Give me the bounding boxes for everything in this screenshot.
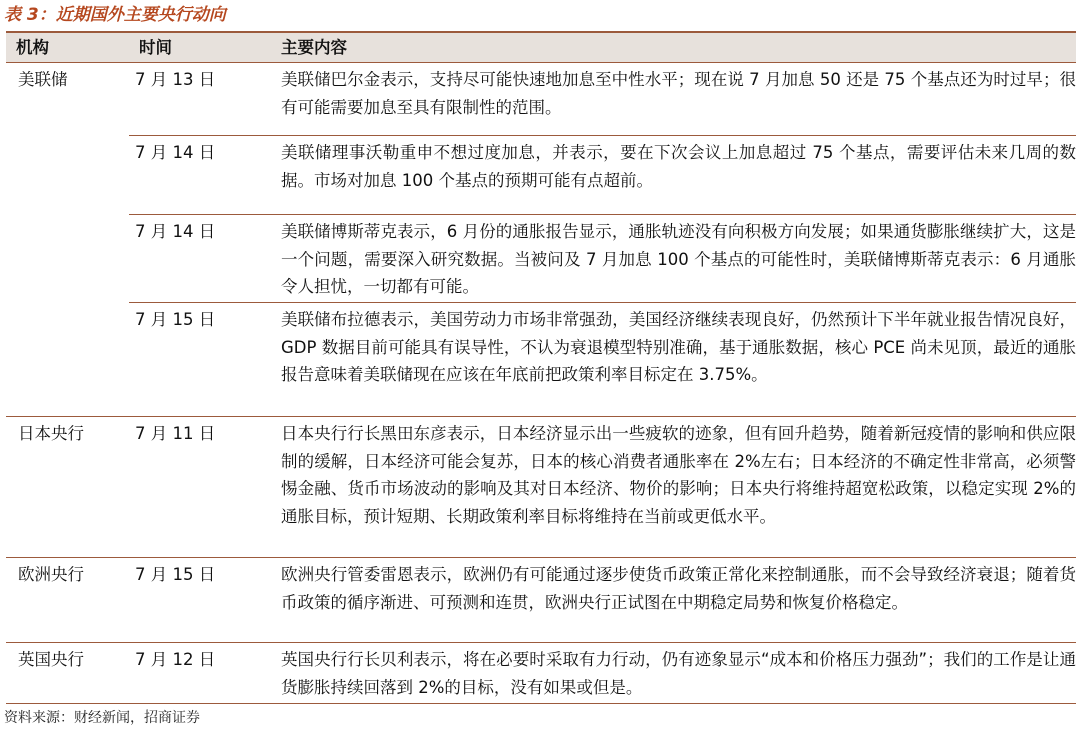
group-fed xyxy=(6,63,1076,417)
content-cell: 日本央行行长黑田东彦表示，日本经济显示出一些疲软的迹象，但有回升趋势，随着新冠疫情的影响和供应限制的缓解，日本经济可能会复苏，日本的核心消费者通胀率在 2%左右；日本经济的不确定性非常高，必须警惕金融、货币市场波动的影响及其对日本经济、物价的影响；日本央行将维持超宽松政策，以稳定实现 2%的通胀目标，预计短期、长期政策利率目标将维持在当前或更低水平。 xyxy=(281,424,1076,526)
content-cell: 英国央行行长贝利表示，将在必要时采取有力行动，仍有迹象显示“成本和价格压力强劲”；我们的工作是让通货膨胀持续回落到 2%的目标，没有如果或但是。 xyxy=(281,650,1076,697)
content-cell: 美联储布拉德表示，美国劳动力市场非常强劲，美国经济继续表现良好，仍然预计下半年就业报告情况良好，GDP 数据目前可能具有误导性，不认为衰退模型特别准确，基于通胀数据，核心 PCE 尚未见顶，最近的通胀报告意味着美联储现在应该在年底前把政策利率目标定在 3.75%。 xyxy=(281,310,1076,384)
institution-cell: 日本央行 xyxy=(18,424,84,443)
content-cell: 美联储巴尔金表示，支持尽可能快速地加息至中性水平；现在说 7 月加息 50 还是 75 个基点还为时过早；很有可能需要加息至具有限制性的范围。 xyxy=(281,70,1076,117)
content-cell: 美联储理事沃勒重申不想过度加息，并表示，要在下次会议上加息超过 75 个基点，需要评估未来几周的数据。市场对加息 100 个基点的预期可能有点超前。 xyxy=(281,143,1076,190)
date-cell: 7 月 15 日 xyxy=(135,565,216,584)
table-row xyxy=(129,558,1076,616)
institution-cell: 美联储 xyxy=(18,70,68,89)
institution-cell: 英国央行 xyxy=(18,650,84,669)
header-institution: 机构 xyxy=(16,38,49,57)
institution-cell: 欧洲央行 xyxy=(18,565,84,584)
table-title: 表 3：近期国外主要央行动向 xyxy=(4,5,226,25)
date-cell: 7 月 15 日 xyxy=(135,310,216,329)
table-row xyxy=(129,63,1076,135)
date-cell: 7 月 11 日 xyxy=(135,424,216,443)
table-row xyxy=(129,214,1076,302)
table-row xyxy=(129,135,1076,214)
table-row xyxy=(129,302,1076,416)
table-row xyxy=(129,643,1076,701)
content-cell: 美联储博斯蒂克表示，6 月份的通胀报告显示，通胀轨迹没有向积极方向发展；如果通货膨胀继续扩大，这是一个问题，需要深入研究数据。当被问及 7 月加息 100 个基点的可能性时，美联储博斯蒂克表示：6 月通胀令人担忧，一切都有可能。 xyxy=(281,222,1076,296)
header-date: 时间 xyxy=(139,38,172,57)
group-ecb xyxy=(6,558,1076,643)
group-boe xyxy=(6,643,1076,704)
date-cell: 7 月 14 日 xyxy=(135,143,216,162)
date-cell: 7 月 12 日 xyxy=(135,650,216,669)
central-bank-table xyxy=(6,31,1076,704)
date-cell: 7 月 14 日 xyxy=(135,222,216,241)
header-content: 主要内容 xyxy=(281,38,347,57)
date-cell: 7 月 13 日 xyxy=(135,70,216,89)
content-cell: 欧洲央行管委雷恩表示，欧洲仍有可能通过逐步使货币政策正常化来控制通胀，而不会导致经济衰退；随着货币政策的循序渐进、可预测和连贯，欧洲央行正试图在中期稳定局势和恢复价格稳定。 xyxy=(281,565,1076,612)
table-row xyxy=(129,417,1076,530)
table-header xyxy=(6,31,1076,63)
group-boj xyxy=(6,417,1076,558)
source-note: 资料来源：财经新闻，招商证券 xyxy=(4,710,200,726)
